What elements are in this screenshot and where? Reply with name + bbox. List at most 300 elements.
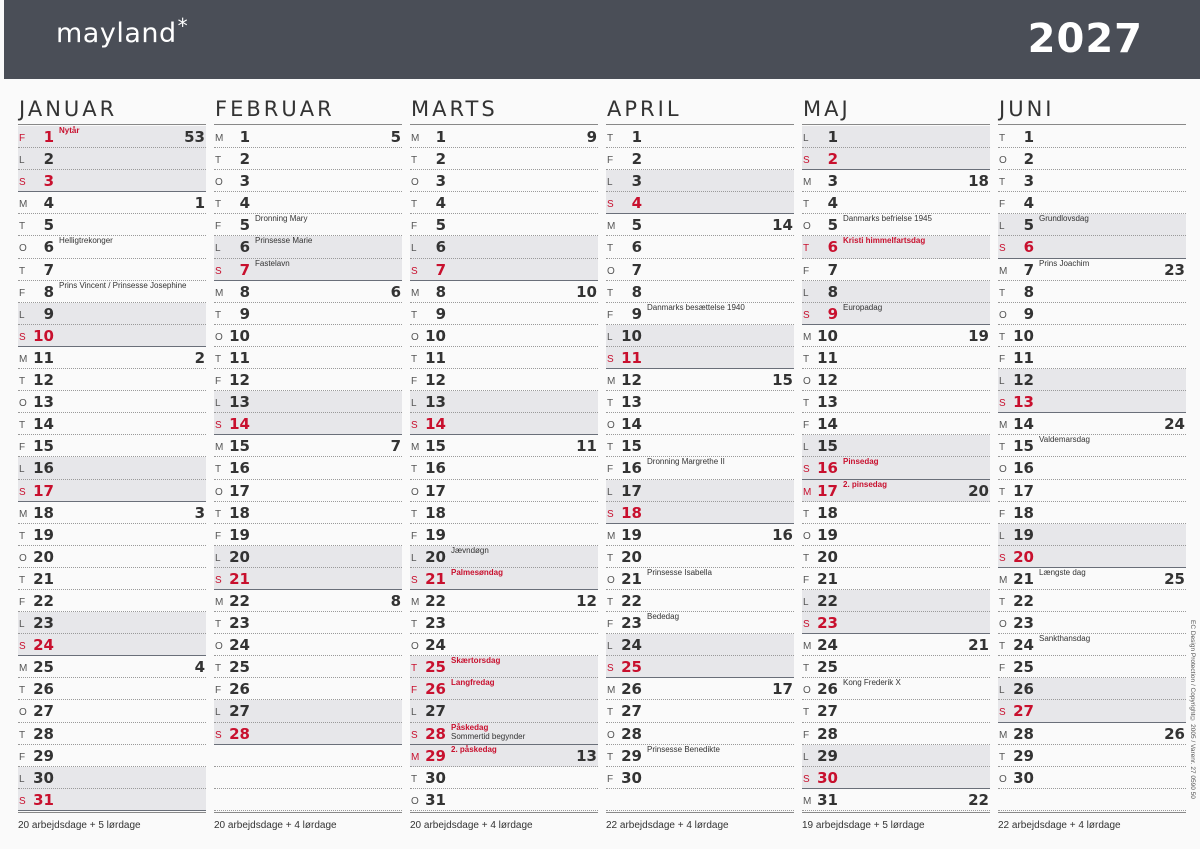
weekday-letter: T xyxy=(19,530,26,542)
day-number: 15 xyxy=(425,437,446,456)
day-row xyxy=(214,590,402,612)
day-row xyxy=(998,148,1186,170)
day-number: 23 xyxy=(425,614,446,633)
week-number: 14 xyxy=(772,216,793,235)
day-number: 5 xyxy=(631,216,642,235)
weekday-letter: L xyxy=(411,552,417,564)
day-number: 2 xyxy=(827,150,838,169)
day-number: 17 xyxy=(1013,481,1034,500)
day-number: 12 xyxy=(817,371,838,390)
weekday-letter: F xyxy=(215,685,222,697)
weekday-letter: S xyxy=(999,398,1006,410)
day-row xyxy=(410,325,598,347)
day-number: 8 xyxy=(1023,282,1034,301)
day-row xyxy=(606,413,794,435)
day-row xyxy=(18,700,206,722)
weekday-letter: T xyxy=(803,243,810,255)
weekday-letter: T xyxy=(803,199,810,211)
day-row xyxy=(18,678,206,700)
day-number: 30 xyxy=(425,768,446,787)
day-number: 23 xyxy=(33,614,54,633)
day-number: 7 xyxy=(827,260,838,279)
weekday-letter: T xyxy=(607,243,614,255)
weekday-letter: M xyxy=(19,508,28,520)
day-number: 12 xyxy=(425,371,446,390)
day-row xyxy=(998,325,1186,347)
day-row xyxy=(214,148,402,170)
week-number: 23 xyxy=(1164,260,1185,279)
weekday-letter: O xyxy=(19,243,27,255)
day-row xyxy=(18,369,206,391)
day-row xyxy=(18,546,206,568)
day-row xyxy=(802,678,990,700)
week-number: 12 xyxy=(576,591,597,610)
day-row xyxy=(214,236,402,258)
weekday-letter: T xyxy=(999,442,1006,454)
day-row xyxy=(410,303,598,325)
weekday-letter: L xyxy=(607,486,613,498)
weekday-letter: T xyxy=(19,685,26,697)
weekday-letter: T xyxy=(803,707,810,719)
week-number: 24 xyxy=(1164,415,1185,434)
day-row xyxy=(18,391,206,413)
weekday-letter: M xyxy=(411,133,420,144)
weekday-letter: L xyxy=(215,552,221,564)
day-number: 29 xyxy=(33,746,54,765)
day-number: 23 xyxy=(1013,614,1034,633)
weekday-letter: S xyxy=(803,464,810,476)
weekday-letter: T xyxy=(803,353,810,365)
weekday-letter: F xyxy=(215,530,222,542)
workdays-summary: 20 arbejdsdage + 4 lørdage xyxy=(410,820,533,831)
day-event: Prinsesse Isabella xyxy=(647,567,712,577)
day-number: 18 xyxy=(817,503,838,522)
day-row xyxy=(998,546,1186,568)
day-row xyxy=(998,391,1186,413)
day-row xyxy=(606,303,794,325)
day-number: 19 xyxy=(425,525,446,544)
day-row xyxy=(802,546,990,568)
weekday-letter: T xyxy=(999,596,1006,608)
day-number: 10 xyxy=(1013,326,1034,345)
week-number: 21 xyxy=(968,636,989,655)
weekday-letter: M xyxy=(607,376,616,388)
day-number: 6 xyxy=(435,238,446,257)
day-number: 6 xyxy=(827,238,838,257)
day-row xyxy=(802,214,990,236)
day-number: 5 xyxy=(435,216,446,235)
day-row xyxy=(606,214,794,236)
day-row xyxy=(802,369,990,391)
day-number: 9 xyxy=(1023,304,1034,323)
day-number: 8 xyxy=(827,282,838,301)
day-number: 28 xyxy=(817,724,838,743)
weekday-letter: T xyxy=(999,641,1006,653)
weekday-letter: T xyxy=(215,155,222,167)
day-number: 2 xyxy=(1023,150,1034,169)
weekday-letter: F xyxy=(19,596,26,608)
day-number: 21 xyxy=(33,569,54,588)
weekday-letter: M xyxy=(803,641,812,653)
day-row xyxy=(998,678,1186,700)
week-number: 11 xyxy=(576,437,597,456)
day-row xyxy=(998,369,1186,391)
day-number: 31 xyxy=(33,790,54,809)
week-number: 7 xyxy=(390,437,401,456)
day-row xyxy=(998,214,1186,236)
weekday-letter: M xyxy=(999,265,1008,277)
day-event: Danmarks besættelse 1940 xyxy=(647,302,745,312)
day-number: 5 xyxy=(1023,216,1034,235)
weekday-letter: O xyxy=(215,641,223,653)
weekday-letter: T xyxy=(411,773,418,785)
day-event: 2. påskedag xyxy=(451,744,497,754)
day-number: 28 xyxy=(33,724,54,743)
day-event: Prins Joachim xyxy=(1039,258,1090,268)
day-number: 11 xyxy=(229,348,250,367)
day-row xyxy=(998,656,1186,678)
day-number: 27 xyxy=(229,702,250,721)
day-row xyxy=(18,457,206,479)
day-row xyxy=(998,236,1186,258)
day-event: Dronning Mary xyxy=(255,214,308,224)
weekday-letter: S xyxy=(607,663,614,675)
day-number: 30 xyxy=(817,768,838,787)
day-number: 11 xyxy=(621,348,642,367)
month-name: FEBRUAR xyxy=(214,96,402,125)
day-row xyxy=(802,170,990,192)
day-row xyxy=(998,457,1186,479)
day-number: 16 xyxy=(1013,459,1034,478)
day-row xyxy=(802,325,990,347)
weekday-letter: L xyxy=(215,398,221,410)
weekday-letter: M xyxy=(803,331,812,343)
day-number: 9 xyxy=(435,304,446,323)
day-number: 11 xyxy=(1013,348,1034,367)
weekday-letter: S xyxy=(803,773,810,785)
weekday-letter: M xyxy=(999,420,1008,432)
weekday-letter: S xyxy=(411,574,418,586)
day-number: 14 xyxy=(229,415,250,434)
day-row xyxy=(998,126,1186,148)
day-row xyxy=(18,634,206,656)
day-row xyxy=(606,568,794,590)
weekday-letter: O xyxy=(999,773,1007,785)
day-number: 5 xyxy=(827,216,838,235)
weekday-letter: M xyxy=(215,596,224,608)
day-row xyxy=(802,347,990,369)
weekday-letter: S xyxy=(215,574,222,586)
day-row xyxy=(606,723,794,745)
day-number: 10 xyxy=(621,326,642,345)
weekday-letter: M xyxy=(215,133,224,144)
day-number: 29 xyxy=(425,746,446,765)
day-event: Palmesøndag xyxy=(451,567,504,577)
day-row xyxy=(410,148,598,170)
weekday-letter: T xyxy=(215,464,222,476)
weekday-letter: L xyxy=(999,685,1005,697)
day-number: 4 xyxy=(827,194,838,213)
weekday-letter: L xyxy=(19,773,25,785)
day-row xyxy=(18,789,206,811)
day-number: 14 xyxy=(621,415,642,434)
weekday-letter: F xyxy=(411,685,418,697)
day-number: 8 xyxy=(239,282,250,301)
week-number: 22 xyxy=(968,790,989,809)
day-number: 21 xyxy=(1013,569,1034,588)
day-row xyxy=(802,502,990,524)
weekday-letter: T xyxy=(411,155,418,167)
day-number: 16 xyxy=(33,459,54,478)
day-row xyxy=(410,413,598,435)
day-number: 22 xyxy=(33,591,54,610)
day-number: 22 xyxy=(1013,591,1034,610)
day-row xyxy=(606,325,794,347)
brand-logo: mayland* xyxy=(56,14,189,49)
weekday-letter: O xyxy=(411,795,419,807)
weekday-letter: L xyxy=(19,155,25,167)
day-number: 20 xyxy=(33,547,54,566)
weekday-letter: M xyxy=(411,596,420,608)
weekday-letter: S xyxy=(607,353,614,365)
day-number: 11 xyxy=(33,348,54,367)
day-row xyxy=(214,767,402,789)
day-row xyxy=(18,524,206,546)
weekday-letter: L xyxy=(19,309,25,321)
weekday-letter: T xyxy=(411,199,418,211)
day-row xyxy=(214,546,402,568)
weekday-letter: T xyxy=(215,199,222,211)
footer-divider xyxy=(18,812,206,813)
day-event: Grundlovsdag xyxy=(1039,214,1089,224)
day-row xyxy=(606,745,794,767)
weekday-letter: S xyxy=(607,199,614,211)
weekday-letter: L xyxy=(411,243,417,255)
weekday-letter: O xyxy=(411,331,419,343)
weekday-letter: O xyxy=(607,729,615,741)
weekday-letter: O xyxy=(803,530,811,542)
weekday-letter: L xyxy=(215,243,221,255)
weekday-letter: O xyxy=(607,420,615,432)
day-number: 14 xyxy=(1013,415,1034,434)
day-row xyxy=(606,700,794,722)
day-row xyxy=(410,369,598,391)
weekday-letter: S xyxy=(411,729,418,741)
day-row xyxy=(214,457,402,479)
weekday-letter: S xyxy=(19,486,26,498)
weekday-letter: F xyxy=(803,265,810,277)
day-number: 20 xyxy=(229,547,250,566)
day-number: 7 xyxy=(1023,260,1034,279)
day-row xyxy=(410,192,598,214)
day-row xyxy=(606,480,794,502)
day-row xyxy=(802,148,990,170)
day-row xyxy=(998,767,1186,789)
weekday-letter: T xyxy=(19,420,26,432)
weekday-letter: O xyxy=(999,619,1007,631)
day-row xyxy=(998,347,1186,369)
day-number: 29 xyxy=(817,746,838,765)
day-number: 18 xyxy=(33,503,54,522)
day-row xyxy=(998,281,1186,303)
day-event: Europadag xyxy=(843,302,883,312)
month-column-januar xyxy=(18,96,206,811)
weekday-letter: L xyxy=(999,221,1005,233)
day-row xyxy=(214,126,402,148)
day-row xyxy=(998,745,1186,767)
day-row xyxy=(410,281,598,303)
weekday-letter: M xyxy=(607,530,616,542)
day-number: 3 xyxy=(435,172,446,191)
day-number: 28 xyxy=(1013,724,1034,743)
day-number: 7 xyxy=(239,260,250,279)
day-row xyxy=(410,789,598,811)
day-number: 14 xyxy=(425,415,446,434)
weekday-letter: T xyxy=(607,398,614,410)
month-column-april xyxy=(606,96,794,811)
day-event: Pinsedag xyxy=(843,457,879,467)
day-number: 15 xyxy=(1013,437,1034,456)
day-number: 2 xyxy=(239,150,250,169)
day-row xyxy=(998,480,1186,502)
day-number: 28 xyxy=(229,724,250,743)
day-row xyxy=(998,192,1186,214)
day-number: 4 xyxy=(239,194,250,213)
day-row xyxy=(18,413,206,435)
day-row xyxy=(410,391,598,413)
day-row xyxy=(214,259,402,281)
day-number: 9 xyxy=(827,304,838,323)
day-row xyxy=(18,148,206,170)
day-row xyxy=(802,259,990,281)
day-number: 1 xyxy=(631,128,642,146)
workdays-summary: 20 arbejdsdage + 5 lørdage xyxy=(18,820,141,831)
day-number: 9 xyxy=(631,304,642,323)
day-row xyxy=(214,480,402,502)
day-row xyxy=(606,590,794,612)
day-row xyxy=(606,391,794,413)
day-event: 2. pinsedag xyxy=(843,479,888,489)
day-row xyxy=(606,457,794,479)
weekday-letter: O xyxy=(999,309,1007,321)
day-row xyxy=(802,656,990,678)
day-number: 2 xyxy=(631,150,642,169)
weekday-letter: L xyxy=(803,596,809,608)
day-number: 3 xyxy=(827,172,838,191)
day-event: Påskedag xyxy=(451,722,489,732)
day-number: 19 xyxy=(1013,525,1034,544)
day-row xyxy=(802,700,990,722)
day-row xyxy=(18,767,206,789)
weekday-letter: L xyxy=(19,464,25,476)
weekday-letter: T xyxy=(411,663,418,675)
workdays-summary: 22 arbejdsdage + 4 lørdage xyxy=(606,820,729,831)
weekday-letter: F xyxy=(215,376,222,388)
day-row xyxy=(214,170,402,192)
day-number: 20 xyxy=(1013,547,1034,566)
day-row xyxy=(606,767,794,789)
day-number: 26 xyxy=(33,680,54,699)
day-number: 6 xyxy=(1023,238,1034,257)
weekday-letter: T xyxy=(411,508,418,520)
day-row xyxy=(214,303,402,325)
weekday-letter: S xyxy=(215,265,222,277)
weekday-letter: T xyxy=(215,353,222,365)
day-number: 3 xyxy=(43,172,54,191)
day-number: 17 xyxy=(229,481,250,500)
day-row xyxy=(410,480,598,502)
day-number: 24 xyxy=(229,636,250,655)
day-row xyxy=(998,524,1186,546)
weekday-letter: L xyxy=(803,751,809,763)
day-number: 15 xyxy=(33,437,54,456)
week-number: 53 xyxy=(184,128,205,146)
day-number: 27 xyxy=(425,702,446,721)
day-row xyxy=(410,612,598,634)
day-number: 8 xyxy=(631,282,642,301)
month-column-marts xyxy=(410,96,598,811)
day-event: Længste dag xyxy=(1039,567,1086,577)
weekday-letter: F xyxy=(607,155,614,167)
week-number: 13 xyxy=(576,746,597,765)
day-row xyxy=(802,303,990,325)
weekday-letter: S xyxy=(215,729,222,741)
day-number: 24 xyxy=(33,636,54,655)
day-number: 3 xyxy=(631,172,642,191)
day-row xyxy=(998,700,1186,722)
day-row xyxy=(606,634,794,656)
day-number: 25 xyxy=(425,658,446,677)
day-row xyxy=(606,170,794,192)
day-row xyxy=(802,767,990,789)
weekday-letter: T xyxy=(215,508,222,520)
weekday-letter: L xyxy=(607,641,613,653)
weekday-letter: L xyxy=(803,442,809,454)
day-row xyxy=(410,126,598,148)
weekday-letter: F xyxy=(411,221,418,233)
weekday-letter: T xyxy=(607,707,614,719)
day-row xyxy=(18,656,206,678)
day-row xyxy=(606,347,794,369)
weekday-letter: O xyxy=(411,486,419,498)
day-row xyxy=(606,259,794,281)
day-number: 22 xyxy=(817,591,838,610)
weekday-letter: M xyxy=(19,353,28,365)
day-row xyxy=(606,148,794,170)
weekday-letter: S xyxy=(803,619,810,631)
weekday-letter: T xyxy=(411,619,418,631)
day-event: Prinsesse Benedikte xyxy=(647,744,720,754)
day-number: 8 xyxy=(43,282,54,301)
day-row xyxy=(214,745,402,767)
day-number: 22 xyxy=(229,591,250,610)
day-number: 4 xyxy=(435,194,446,213)
day-row xyxy=(998,612,1186,634)
day-number: 27 xyxy=(817,702,838,721)
day-row xyxy=(802,480,990,502)
day-number: 10 xyxy=(425,326,446,345)
day-number: 29 xyxy=(621,746,642,765)
footer-divider xyxy=(606,812,794,813)
day-number: 28 xyxy=(621,724,642,743)
day-row xyxy=(802,524,990,546)
day-number: 12 xyxy=(1013,371,1034,390)
day-row xyxy=(606,192,794,214)
day-row xyxy=(606,435,794,457)
day-row xyxy=(214,568,402,590)
day-number: 3 xyxy=(1023,172,1034,191)
weekday-letter: M xyxy=(803,795,812,807)
